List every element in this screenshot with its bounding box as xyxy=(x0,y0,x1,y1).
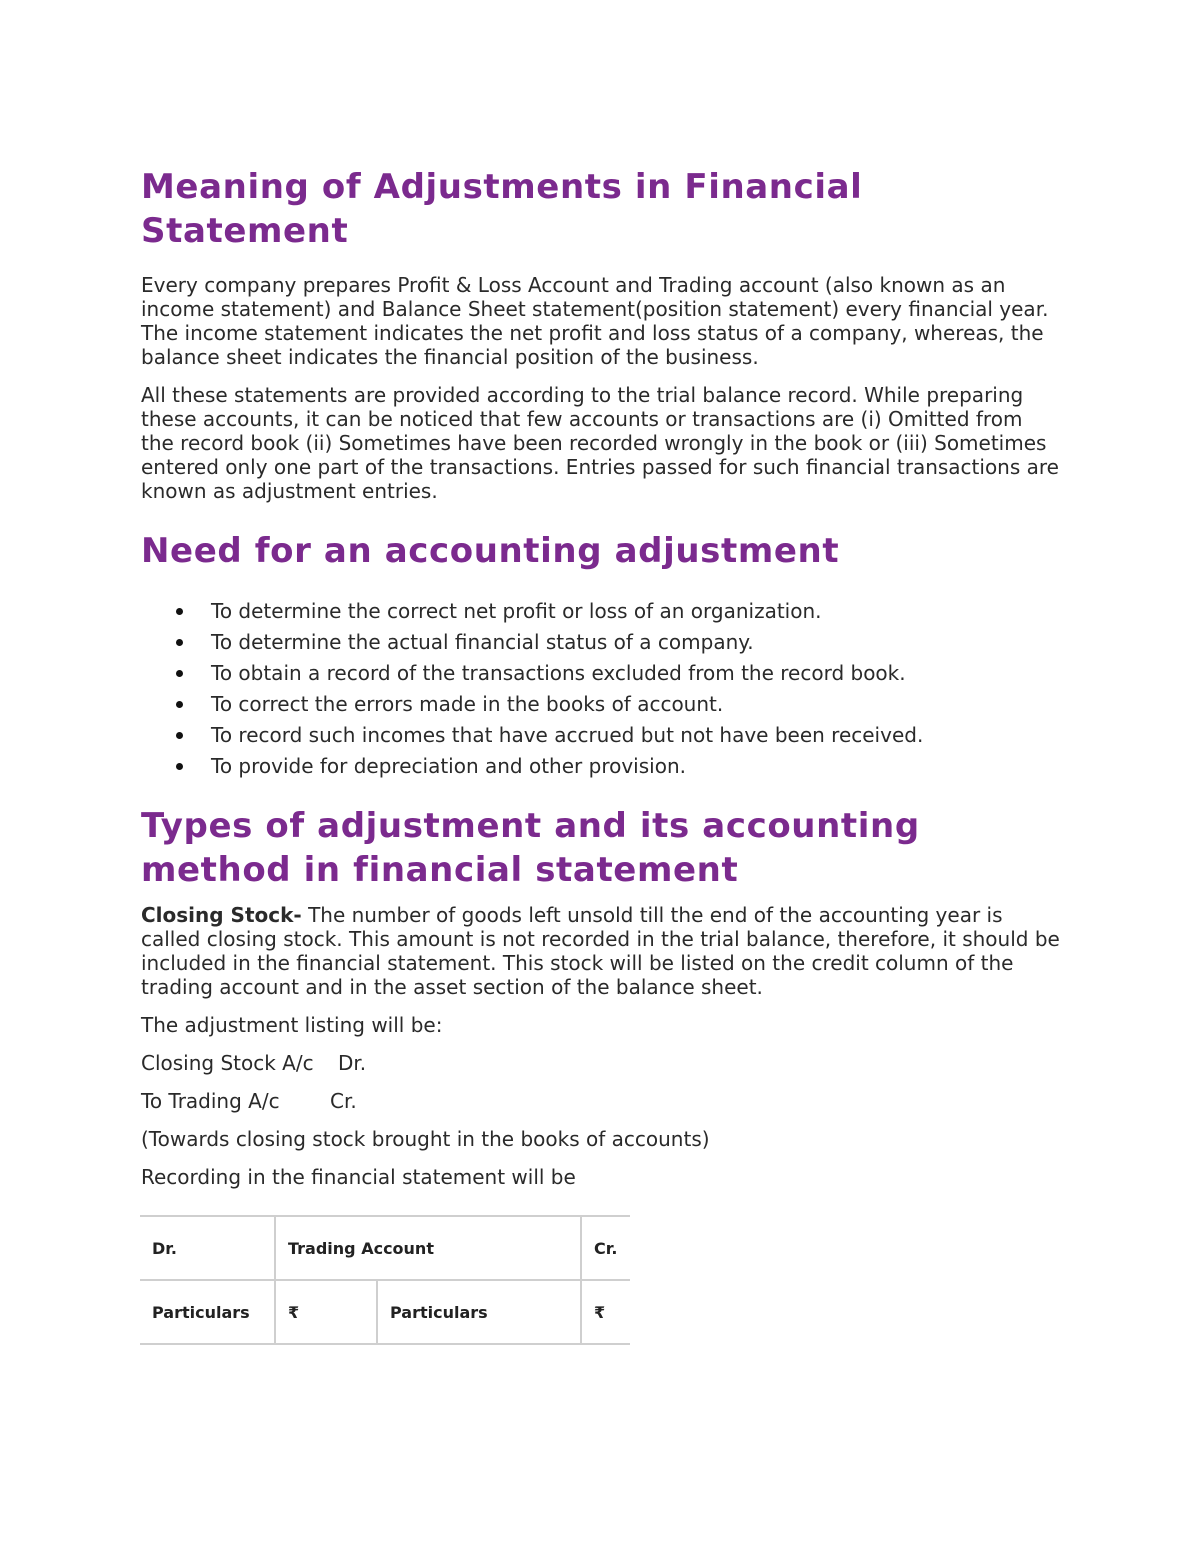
journal-entry-debit xyxy=(141,1051,1061,1075)
journal-entry-credit xyxy=(141,1089,1061,1113)
bullet-icon xyxy=(176,670,183,677)
heading-types-of-adjustment xyxy=(141,804,1061,892)
entry-account: Closing Stock A/c xyxy=(141,1051,314,1075)
table-cell-particulars-left: Particulars xyxy=(140,1280,275,1344)
table-cell-particulars-right: Particulars xyxy=(377,1280,581,1344)
table-cell-title: Trading Account xyxy=(275,1216,581,1280)
list-item: To provide for depreciation and other provision. xyxy=(141,751,1061,782)
narration: (Towards closing stock brought in the books of accounts) xyxy=(141,1127,710,1151)
listing-intro: The adjustment listing will be: xyxy=(141,1013,443,1037)
heading-line-2: method in financial statement xyxy=(141,850,739,890)
heading-line-2: Statement xyxy=(141,211,349,251)
closing-stock-label: Closing Stock- xyxy=(141,903,302,927)
table-row xyxy=(140,1216,630,1280)
closing-stock-text: The number of goods left unsold till the end of the accounting year is called closing stock. This amount is not recorded in the trial balance, therefore, it should be included in the financial statement. This stock will be listed on the credit column of the trading account and in the asset section of the balance sheet. xyxy=(141,903,1060,999)
paragraph-trial-balance: All these statements are provided according to the trial balance record. While preparing these accounts, it can be noticed that few accounts or transactions are (i) Omitted from the record book (ii) Sometimes have been recorded wrongly in the book or (iii) Sometimes entered only one part of the transactions. Entries passed for such financial transactions are known as adjustment entries. xyxy=(141,383,1059,503)
list-item: To determine the correct net profit or loss of an organization. xyxy=(141,596,1061,627)
table-row xyxy=(140,1280,630,1344)
bullet-icon xyxy=(176,701,183,708)
need-bullet-list xyxy=(141,596,1061,782)
table-cell-cr: Cr. xyxy=(581,1216,630,1280)
recording-intro: Recording in the financial statement will be xyxy=(141,1165,576,1189)
list-item: To determine the actual financial status of a company. xyxy=(141,627,1061,658)
heading-line-1: Types of adjustment and its accounting xyxy=(141,806,920,846)
heading-meaning-of-adjustments xyxy=(141,165,1061,253)
document-page xyxy=(141,165,1061,1189)
list-item: To obtain a record of the transactions excluded from the record book. xyxy=(141,658,1061,689)
entry-account: To Trading A/c xyxy=(141,1089,280,1113)
table-cell-rupee-right: ₹ xyxy=(581,1280,630,1344)
paragraph-closing-stock xyxy=(141,903,1061,999)
entry-side: Cr. xyxy=(330,1089,357,1113)
paragraph-income-statement: Every company prepares Profit & Loss Account and Trading account (also known as an income statement) and Balance Sheet statement(position statement) every financial year. The income statement indicates the net profit and loss status of a company, whereas, the balance sheet indicates the financial position of the business. xyxy=(141,273,1049,369)
bullet-icon xyxy=(176,639,183,646)
entry-side: Dr. xyxy=(338,1051,367,1075)
table-cell-rupee-left: ₹ xyxy=(275,1280,377,1344)
heading-need-for-adjustment: Need for an accounting adjustment xyxy=(141,531,840,571)
trading-account-table xyxy=(140,1215,630,1345)
heading-line-1: Meaning of Adjustments in Financial xyxy=(141,167,863,207)
bullet-icon xyxy=(176,763,183,770)
table-cell-dr: Dr. xyxy=(140,1216,275,1280)
list-item: To record such incomes that have accrued but not have been received. xyxy=(141,720,1061,751)
list-item: To correct the errors made in the books of account. xyxy=(141,689,1061,720)
bullet-icon xyxy=(176,732,183,739)
bullet-icon xyxy=(176,608,183,615)
